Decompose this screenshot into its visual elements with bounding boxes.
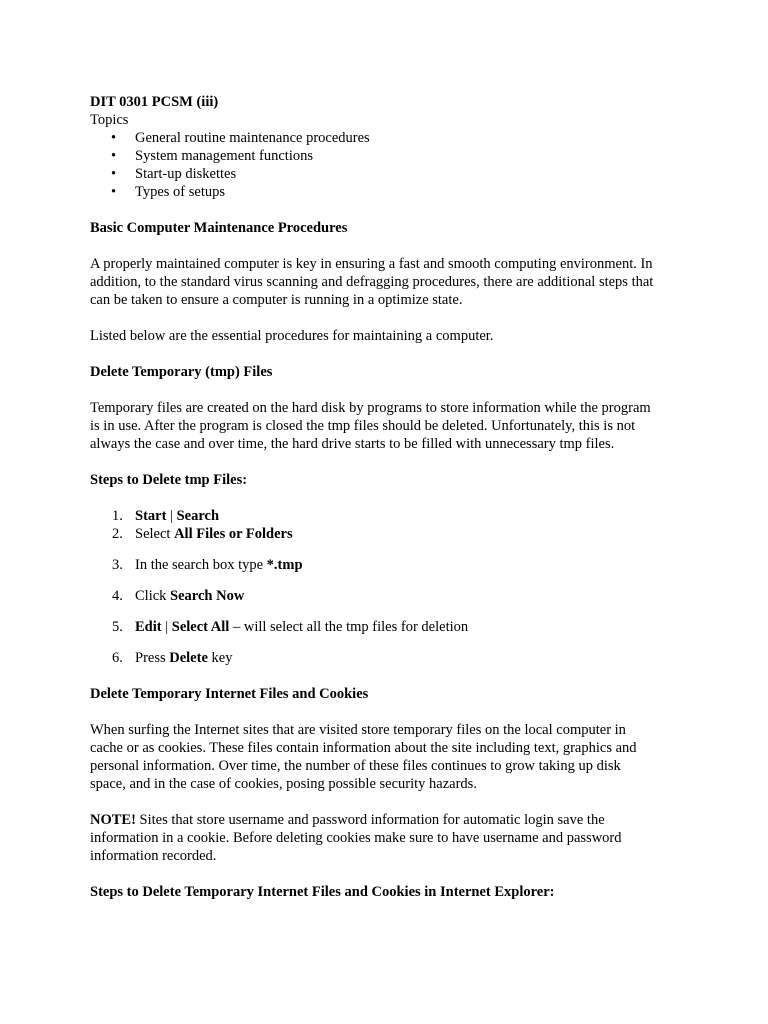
list-item: • General routine maintenance procedures [111,130,370,146]
topics-label: Topics [90,112,129,128]
step-item: 3. In the search box type *.tmp [112,557,303,573]
topics-list [90,129,682,201]
bullet-icon: • [111,130,117,146]
document-page [90,93,682,901]
step-item: 2. Select All Files or Folders [112,526,293,542]
list-item: • System management functions [111,148,313,164]
step-item: 6. Press Delete key [112,650,233,666]
paragraph-internet-files: When surfing the Internet sites that are visited store temporary files on the local computer in cache or as cookies. These files contain information about the site including text, graphics and personal information. Over time, the number of these files continues to grow taking up disk space, and in the case of cookies, posing possible security hazards. [90,722,637,792]
bullet-icon: • [111,166,117,182]
note-label: NOTE! [90,812,136,828]
section-heading-delete-tmp: Delete Temporary (tmp) Files [90,364,273,380]
bullet-icon: • [111,184,117,200]
section-heading-basic-maintenance: Basic Computer Maintenance Procedures [90,220,348,236]
paragraph-tmp-files: Temporary files are created on the hard disk by programs to store information while the program is in use. After the program is closed the tmp files should be deleted. Unfortunately, this is not always the case and over time, the hard drive starts to be filled with unnecessary tmp files. [90,400,651,452]
bullet-icon: • [111,148,117,164]
steps-heading-internet-explorer: Steps to Delete Temporary Internet Files and Cookies in Internet Explorer: [90,884,555,900]
step-item: 4. Click Search Now [112,588,245,604]
section-heading-internet-files: Delete Temporary Internet Files and Cookies [90,686,369,702]
list-item: • Start-up diskettes [111,166,237,182]
paragraph-intro: A properly maintained computer is key in ensuring a fast and smooth computing environment. In addition, to the standard virus scanning and defragging procedures, there are additional steps that can be taken to ensure a computer is running in a optimize state. [90,256,654,308]
document-title: DIT 0301 PCSM (iii) [90,94,219,110]
step-item: 5. Edit | Select All – will select all the tmp files for deletion [112,619,469,635]
step-item: 1. Start | Search [112,508,220,524]
paragraph-listed-below: Listed below are the essential procedures for maintaining a computer. [90,328,494,344]
note-paragraph: NOTE! Sites that store username and password information for automatic login save the information in a cookie. Before deleting cookies make sure to have username and password information recorded. [90,812,622,864]
list-item: • Types of setups [111,184,226,200]
steps-heading-tmp: Steps to Delete tmp Files: [90,472,248,488]
